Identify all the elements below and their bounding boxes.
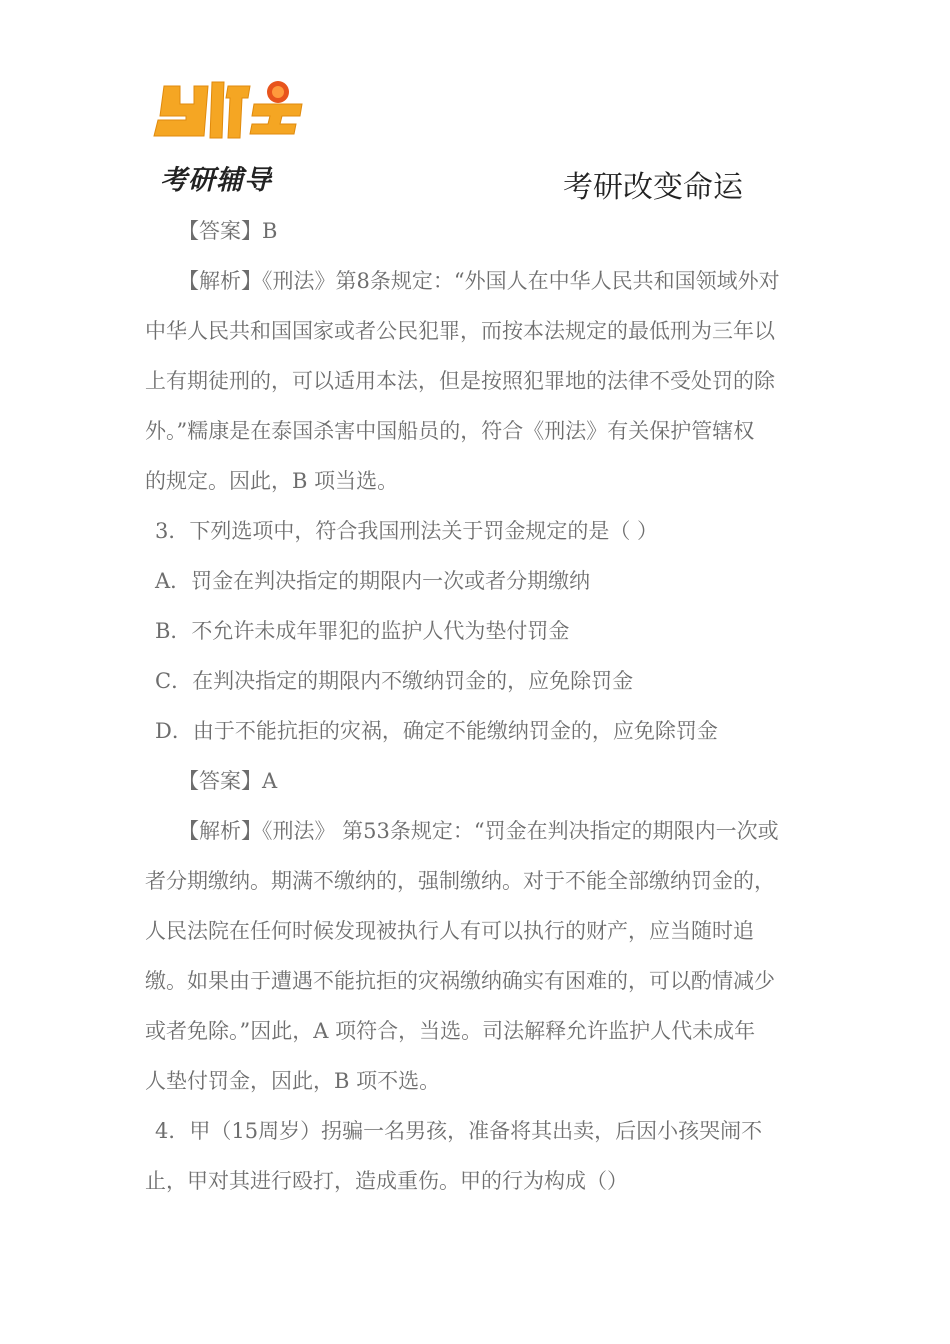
- logo-subtitle: 考研辅导: [160, 165, 272, 196]
- option-c: C．在判决指定的期限内不缴纳罚金的，应免除罚金: [155, 669, 634, 693]
- document-body: [145, 206, 815, 1206]
- analysis-line: 【解析】《刑法》 第53条规定：“罚金在判决指定的期限内一次或: [178, 819, 779, 843]
- analysis-line: 外。”糯康是在泰国杀害中国船员的，符合《刑法》有关保护管辖权: [145, 419, 755, 443]
- option-a: A．罚金在判决指定的期限内一次或者分期缴纳: [155, 569, 591, 593]
- header-slogan: 考研改变命运: [563, 170, 743, 205]
- question-3: 3．下列选项中，符合我国刑法关于罚金规定的是（ ）: [155, 519, 659, 543]
- option-d: D．由于不能抗拒的灾祸，确定不能缴纳罚金的，应免除罚金: [155, 719, 718, 743]
- question-4-cont: 止，甲对其进行殴打，造成重伤。甲的行为构成（）: [145, 1169, 628, 1193]
- analysis-line: 缴。如果由于遭遇不能抗拒的灾祸缴纳确实有困难的，可以酌情减少: [145, 969, 775, 993]
- kaicheng-logo: [150, 76, 310, 196]
- analysis-line: 的规定。因此，B 项当选。: [145, 469, 399, 493]
- analysis-line: 或者免除。”因此，A 项符合，当选。司法解释允许监护人代未成年: [145, 1019, 756, 1043]
- analysis-line: 者分期缴纳。期满不缴纳的，强制缴纳。对于不能全部缴纳罚金的，: [145, 869, 775, 893]
- analysis-line: 中华人民共和国国家或者公民犯罪，而按本法规定的最低刑为三年以: [145, 319, 775, 343]
- answer-label: 【答案】B: [178, 219, 278, 243]
- analysis-line: 上有期徒刑的，可以适用本法，但是按照犯罪地的法律不受处罚的除: [145, 369, 775, 393]
- analysis-line: 人民法院在任何时候发现被执行人有可以执行的财产，应当随时追: [145, 919, 754, 943]
- kaicheng-logo-mark: [150, 76, 310, 156]
- analysis-line: 人垫付罚金，因此，B 项不选。: [145, 1069, 441, 1093]
- answer-label: 【答案】A: [178, 769, 278, 793]
- analysis-line: 【解析】《刑法》第8条规定：“外国人在中华人民共和国领域外对: [178, 269, 780, 293]
- question-4: 4．甲（15周岁）拐骗一名男孩，准备将其出卖，后因小孩哭闹不: [155, 1119, 763, 1143]
- option-b: B．不允许未成年罪犯的监护人代为垫付罚金: [155, 619, 570, 643]
